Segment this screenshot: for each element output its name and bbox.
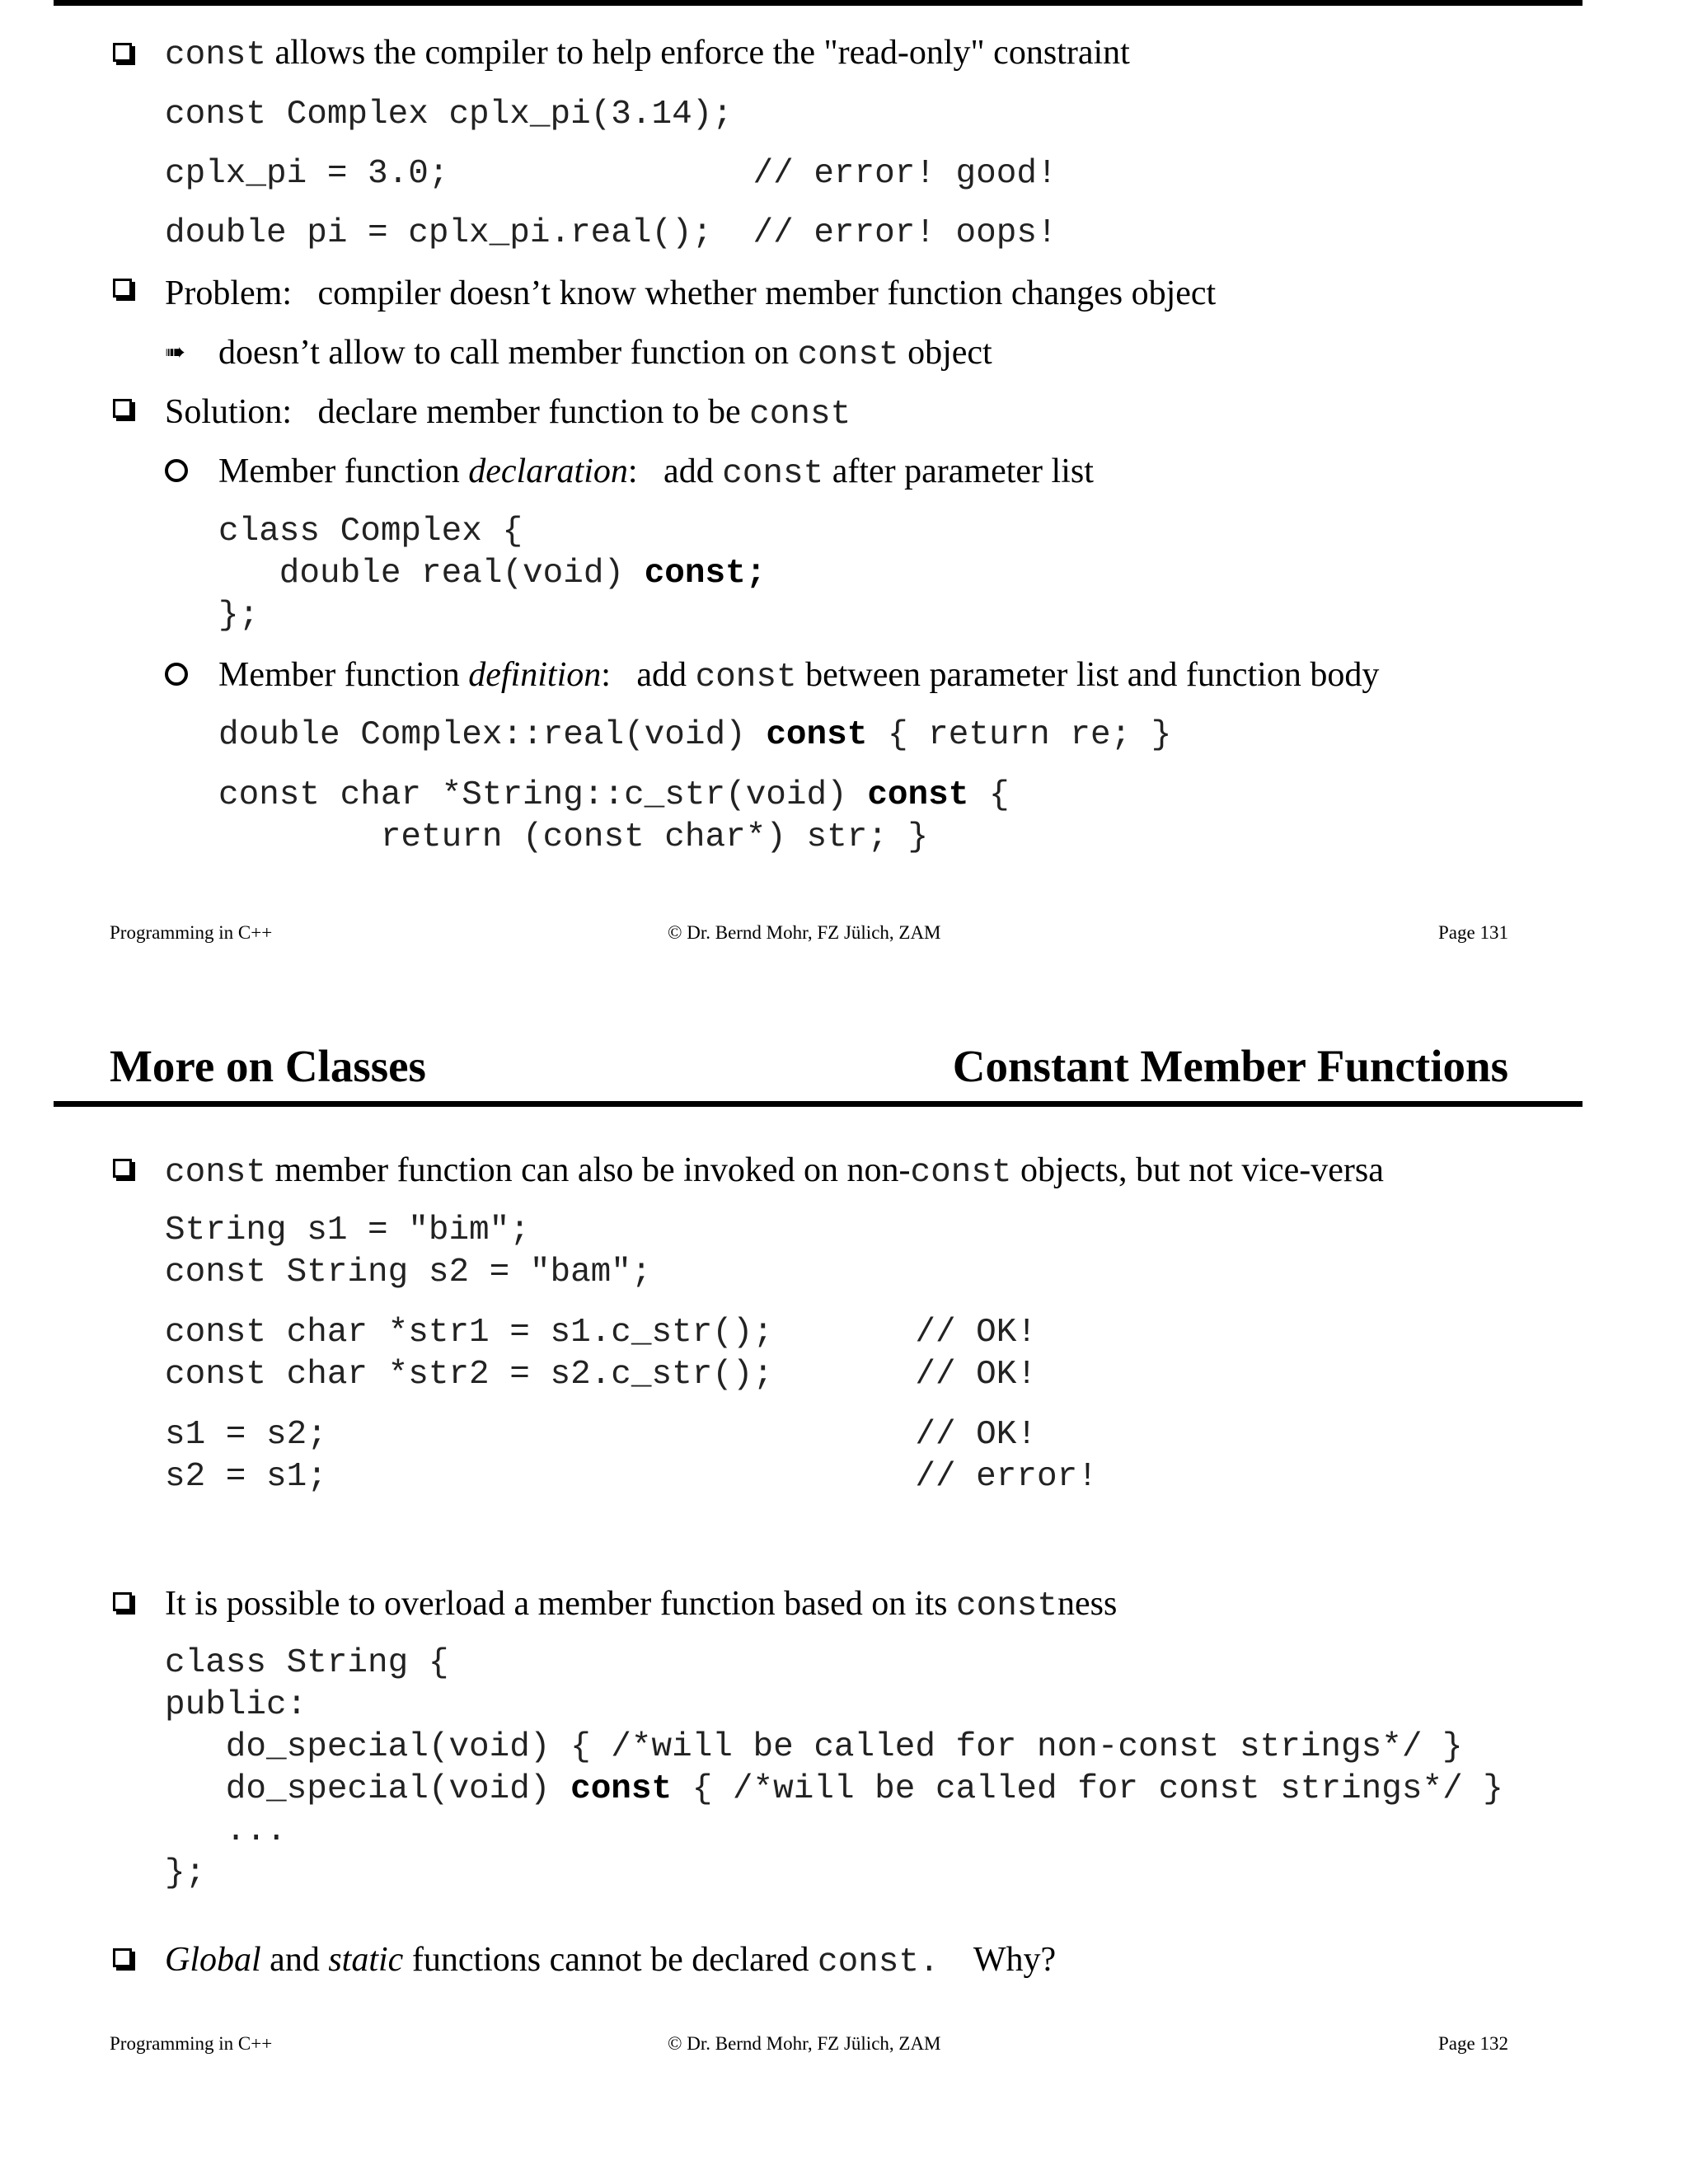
circle-bullet-icon [165,663,188,686]
circle-bullet-icon [165,459,188,482]
checkbox-bullet-icon [113,43,132,62]
code-line: const char *str2 = s2.c_str(); // OK! [165,1356,1037,1394]
code-line: double real(void) const; [218,555,767,593]
footer-left: Programming in C++ [110,922,273,943]
checkbox-bullet-icon [113,1592,132,1611]
code-line: double Complex::real(void) const { return re; } [218,716,1172,754]
code-line: }; [165,1854,206,1892]
code-line: const Complex cplx_pi(3.14); [165,96,733,134]
code-line: String s1 = "bim"; [165,1212,530,1249]
footer-center: © Dr. Bernd Mohr, FZ Jülich, ZAM [668,2033,941,2054]
sub-definition: Member function definition: add const between parameter list and function body [218,656,1380,696]
page-title-left: More on Classes [110,1041,426,1091]
code-line: return (const char*) str; } [218,818,929,856]
checkbox-bullet-icon [113,279,132,298]
bullet-solution: Solution: declare member function to be const [165,393,851,434]
checkbox-bullet-icon [113,399,132,418]
code-line: public: [165,1686,307,1724]
footer-left: Programming in C++ [110,2033,273,2054]
code-line: s2 = s1; // error! [165,1458,1098,1496]
top-rule [54,0,1582,6]
code-line: do_special(void) const { /*will be called for const strings*/ } [165,1770,1503,1808]
code-line: class String { [165,1644,449,1682]
code-line: cplx_pi = 3.0; // error! good! [165,155,1057,193]
bullet-const-invoke: const member function can also be invoked on non-const objects, but not vice-versa [165,1151,1384,1192]
checkbox-bullet-icon [113,1159,132,1178]
code-line: const String s2 = "bam"; [165,1254,652,1291]
footer-right: Page 132 [1438,2033,1508,2054]
code-line: class Complex { [218,513,523,551]
code-line: double pi = cplx_pi.real(); // error! oops! [165,214,1057,252]
checkbox-bullet-icon [113,1948,132,1967]
bullet-overload: It is possible to overload a member function based on its constness [165,1585,1118,1625]
code-line: const char *str1 = s1.c_str(); // OK! [165,1314,1037,1352]
arrow-consequence: doesn’t allow to call member function on const object [218,334,992,374]
bullet-global-static: Global and static functions cannot be declared const. Why? [165,1941,1057,1981]
header-rule [54,1101,1582,1107]
arrow-icon: ➠ [165,339,186,366]
footer-right: Page 131 [1438,922,1508,943]
code-line: const char *String::c_str(void) const { [218,776,1010,814]
page-title-right: Constant Member Functions [952,1041,1508,1091]
code-line: do_special(void) { /*will be called for non-const strings*/ } [165,1728,1463,1766]
bullet-problem: Problem: compiler doesn’t know whether member function changes object [165,274,1217,312]
code-line: s1 = s2; // OK! [165,1416,1037,1454]
footer-center: © Dr. Bernd Mohr, FZ Jülich, ZAM [668,922,941,943]
code-line: }; [218,597,260,635]
sub-declaration: Member function declaration: add const after parameter list [218,452,1094,493]
bullet-const-readonly: const allows the compiler to help enforce the "read-only" constraint [165,34,1130,74]
code-line: ... [165,1812,287,1850]
